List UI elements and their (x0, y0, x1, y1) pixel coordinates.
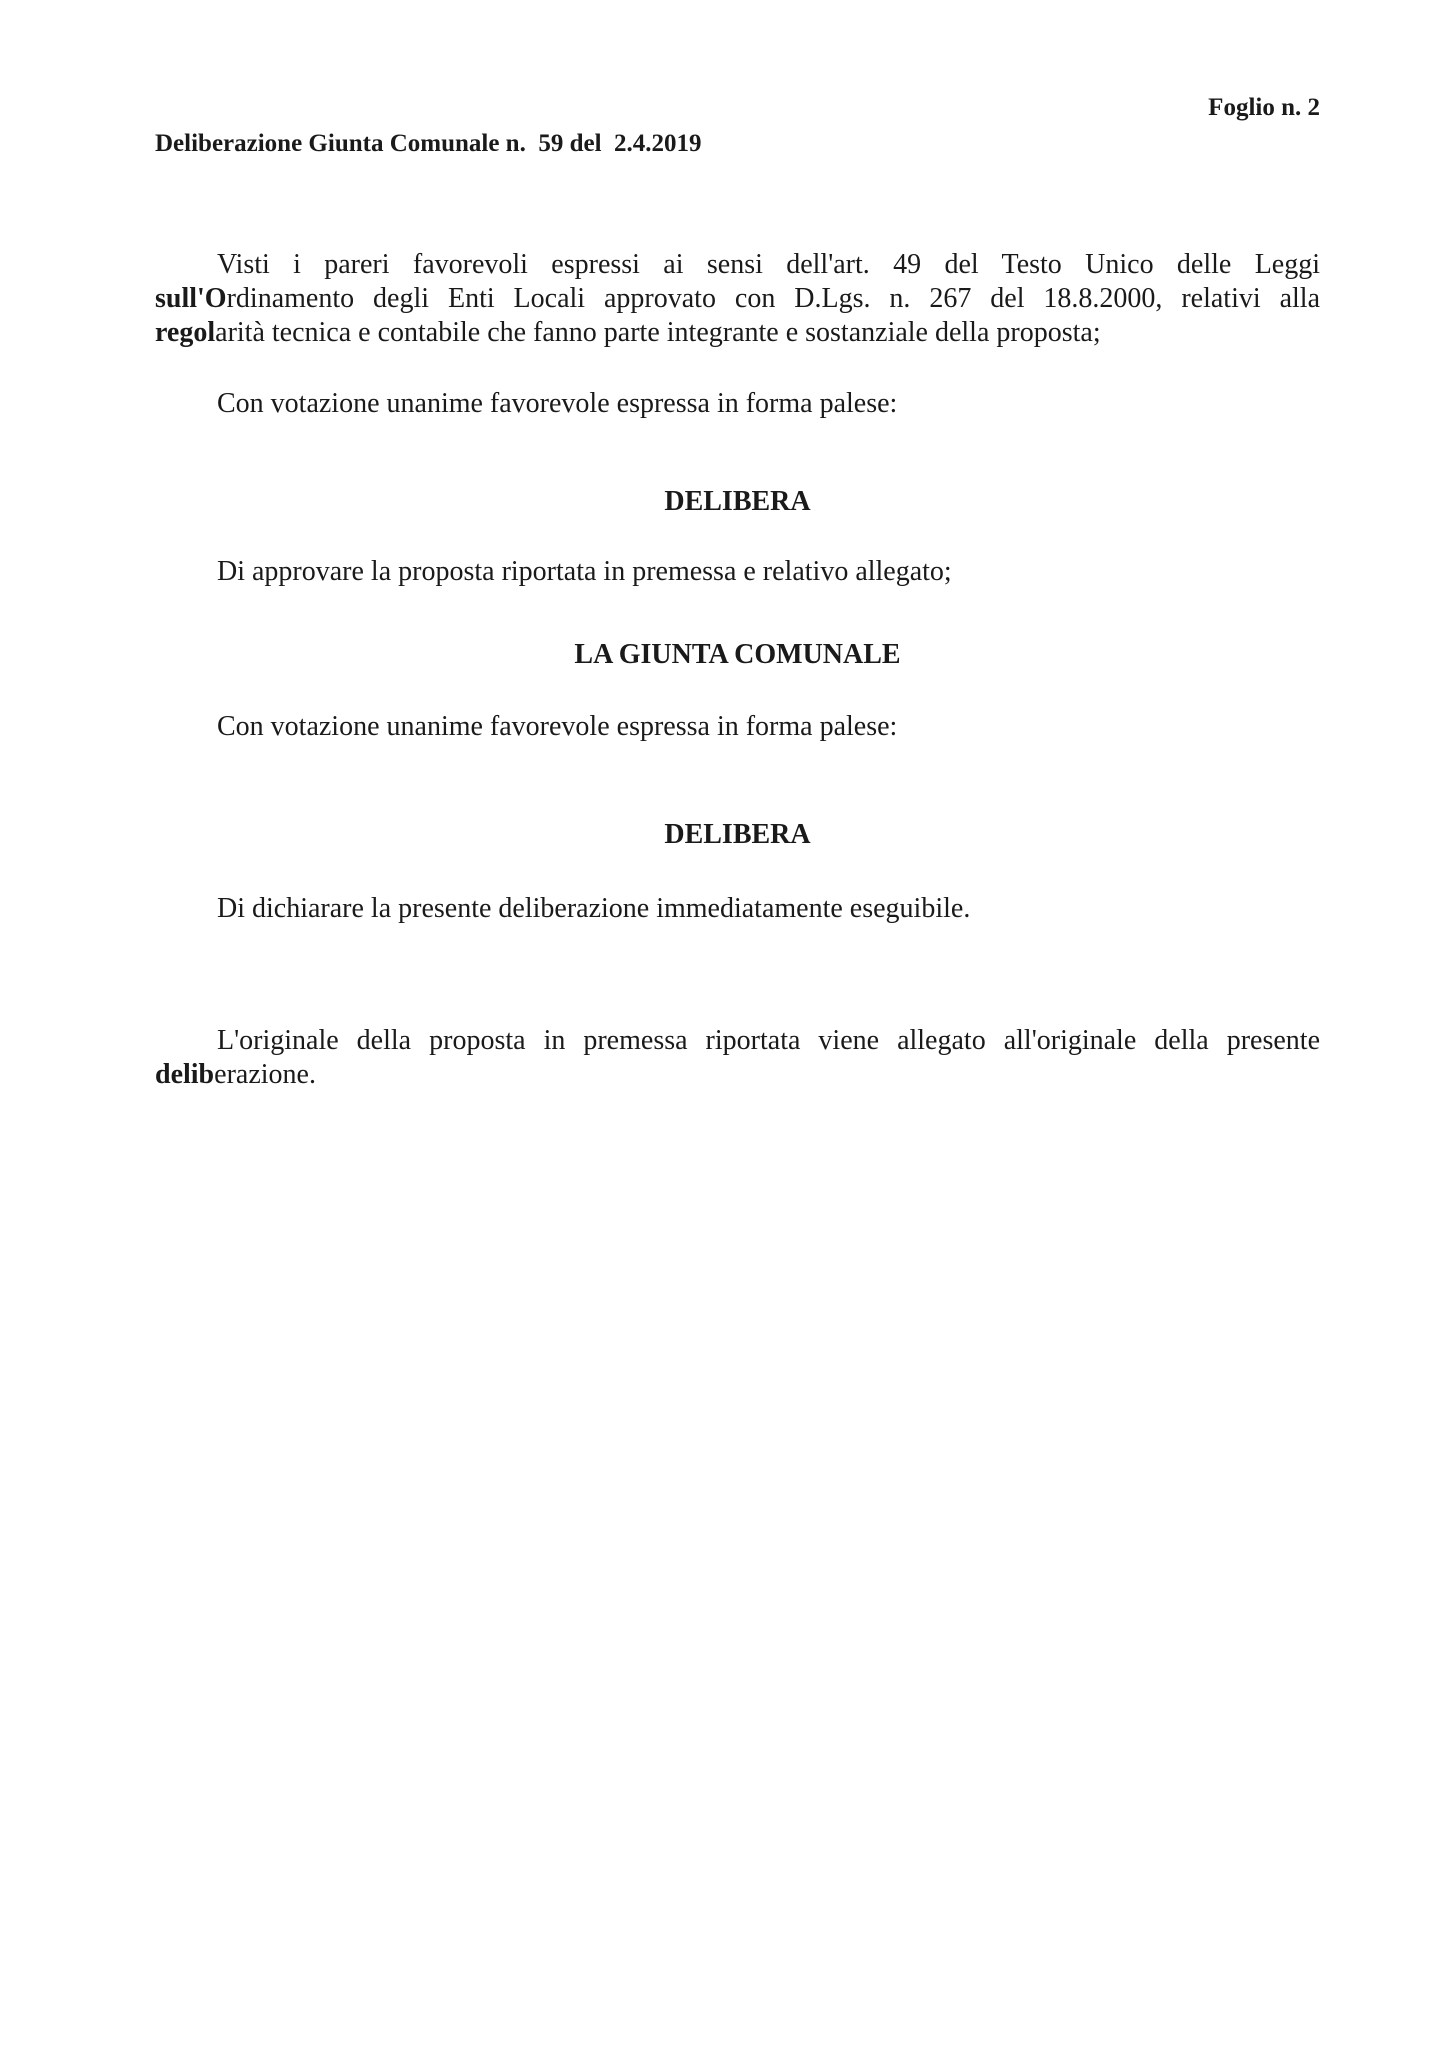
paragraph-votazione-2: Con votazione unanime favorevole espressa in forma palese: (217, 711, 898, 742)
paragraph-originale (155, 1024, 1320, 1092)
paragraph-dichiarare: Di dichiarare la presente deliberazione immediatamente eseguibile. (217, 893, 971, 924)
paragraph-originale-line-1: L'originale della proposta in premessa riportata viene allegato all'originale della presente (217, 1025, 1320, 1056)
text-fragment: erazione. (214, 1059, 316, 1090)
heading-giunta-comunale: LA GIUNTA COMUNALE (574, 639, 901, 670)
paragraph-visti-line-3 (155, 316, 1320, 350)
paragraph-visti-line-1: Visti i pareri favorevoli espressi ai sensi dell'art. 49 del Testo Unico delle Leggi (217, 249, 1320, 280)
heading-delibera-1: DELIBERA (664, 486, 811, 517)
document-header: Deliberazione Giunta Comunale n. 59 del 2.4.2019 (155, 130, 702, 157)
bold-text-fragment: sull'O (155, 283, 227, 314)
bold-text-fragment: regol (155, 317, 216, 348)
heading-delibera-2: DELIBERA (664, 819, 811, 850)
text-fragment: rdinamento degli Enti Locali approvato con D.Lgs. n. 267 del 18.8.2000, relativi alla (226, 283, 1320, 314)
paragraph-visti-line-2 (155, 282, 1320, 316)
paragraph-approvare: Di approvare la proposta riportata in premessa e relativo allegato; (217, 556, 952, 587)
paragraph-visti (155, 248, 1320, 350)
text-fragment: arità tecnica e contabile che fanno parte integrante e sostanziale della proposta; (215, 317, 1101, 348)
paragraph-votazione-1: Con votazione unanime favorevole espressa in forma palese: (217, 388, 898, 419)
paragraph-originale-line-2 (155, 1058, 1320, 1092)
folio-number: Foglio n. 2 (1208, 94, 1320, 121)
bold-text-fragment: delib (155, 1059, 215, 1090)
